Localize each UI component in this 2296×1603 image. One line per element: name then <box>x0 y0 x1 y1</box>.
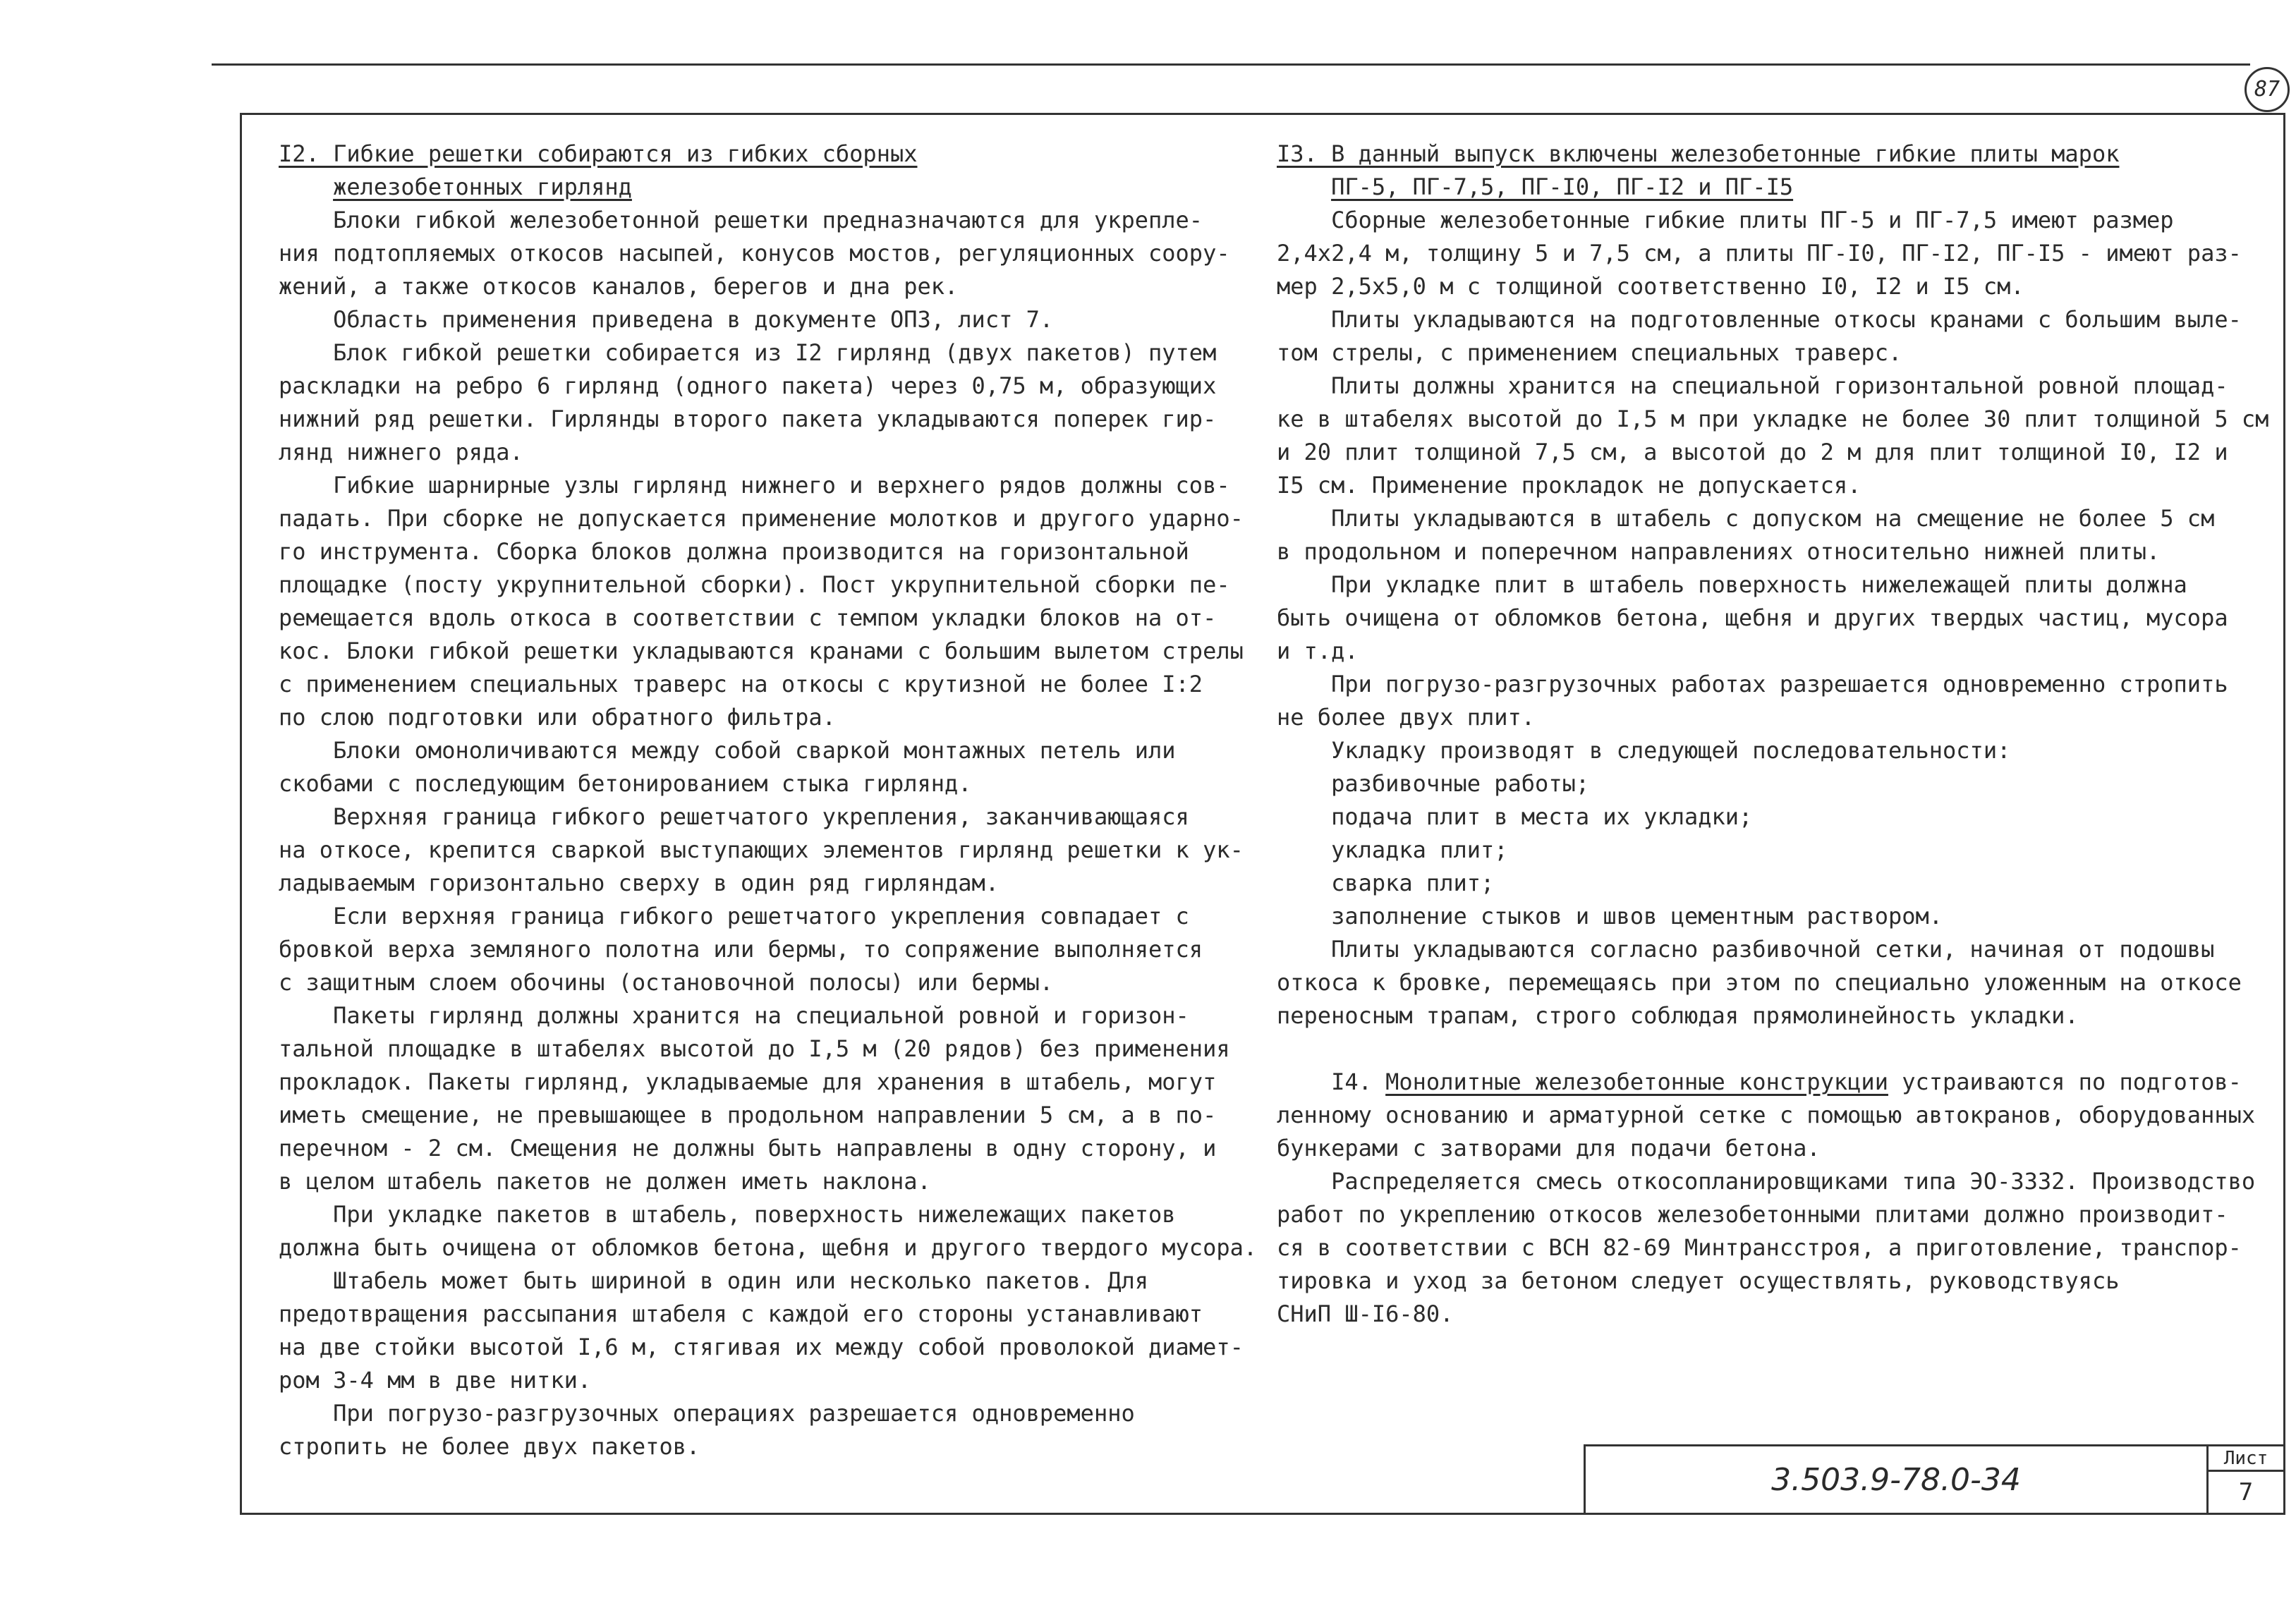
left-column-line: на две стойки высотой I,6 м, стягивая их между собой проволокой диамет- <box>279 1334 1244 1360</box>
left-column-line: перечном - 2 см. Смещения не должны быть направлены в одну сторону, и <box>279 1135 1217 1162</box>
right-column-line: в продольном и поперечном направлениях относительно нижней плиты. <box>1277 538 2161 565</box>
right-column-line: Плиты укладываются согласно разбивочной сетки, начиная от подошвы <box>1277 936 2215 963</box>
right-column-line: и т.д. <box>1277 638 1359 664</box>
left-column-line <box>279 171 1252 204</box>
left-column-line: иметь смещение, не превышающее в продольном направлении 5 см, а в по- <box>279 1102 1217 1128</box>
top-border-line <box>212 63 2250 66</box>
left-column-line: го инструмента. Сборка блоков должна производится на горизонтальной <box>279 538 1189 565</box>
left-column-line: нижний ряд решетки. Гирлянды второго пакета укладываются поперек гир- <box>279 406 1217 432</box>
right-column-line: переносным трапам, строго соблюдая прямолинейность укладки. <box>1277 1002 2079 1029</box>
sheet-label: Лист <box>2209 1446 2283 1472</box>
left-column-line: бровкой верха земляного полотна или бермы, то сопряжение выполняется <box>279 936 1203 963</box>
left-column-line: прокладок. Пакеты гирлянд, укладываемые для хранения в штабель, могут <box>279 1068 1217 1095</box>
right-column-line: откоса к бровке, перемещаясь при этом по специально уложенным на откосе <box>1277 969 2242 996</box>
left-column-line: падать. При сборке не допускается применение молотков и другого ударно- <box>279 505 1244 532</box>
right-column-line: подача плит в места их укладки; <box>1277 803 1753 830</box>
left-column-line: При укладке пакетов в штабель, поверхность нижележащих пакетов <box>279 1201 1176 1228</box>
left-column-line: При погрузо-разгрузочных операциях разрешается одновременно <box>279 1400 1135 1427</box>
left-column-line: площадке (посту укрупнительной сборки). Пост укрупнительной сборки пе- <box>279 571 1230 598</box>
left-column-line: Штабель может быть шириной в один или несколько пакетов. Для <box>279 1267 1148 1294</box>
left-column-line: должна быть очищена от обломков бетона, щебня и другого твердого мусора. <box>279 1234 1258 1261</box>
left-column-line: скобами с последующим бетонированием стыка гирлянд. <box>279 770 972 797</box>
right-column-line: Плиты укладываются на подготовленные откосы кранами с большим выле- <box>1277 306 2242 333</box>
right-column-line: I4. Монолитные железобетонные конструкции устраиваются по подготов- <box>1277 1068 2242 1095</box>
right-column-line: Плиты должны хранится на специальной горизонтальной ровной площад- <box>1277 372 2228 399</box>
left-column-line: кос. Блоки гибкой решетки укладываются кранами с большим вылетом стрелы <box>279 638 1244 664</box>
underlined-heading: железобетонных гирлянд <box>333 173 632 200</box>
right-column-line: и 20 плит толщиной 7,5 см, а высотой до 2 м для плит толщиной I0, I2 и <box>1277 439 2228 465</box>
right-column-line: 2,4х2,4 м, толщину 5 и 7,5 см, а плиты ПГ-I0, ПГ-I2, ПГ-I5 - имеют раз- <box>1277 240 2242 267</box>
right-column-line: укладка плит; <box>1277 836 1508 863</box>
left-column-line: Пакеты гирлянд должны хранится на специальной ровной и горизон- <box>279 1002 1189 1029</box>
left-column-line: ладываемым горизонтально сверху в один ряд гирляндам. <box>279 870 1000 896</box>
right-column-line: быть очищена от обломков бетона, щебня и других твердых частиц, мусора <box>1277 604 2228 631</box>
right-column-line: тировка и уход за бетоном следует осуществлять, руководствуясь <box>1277 1267 2120 1294</box>
left-column-line: Верхняя граница гибкого решетчатого укрепления, заканчивающаяся <box>279 803 1189 830</box>
left-column-line: Блоки гибкой железобетонной решетки предназначаются для укрепле- <box>279 207 1203 233</box>
title-block <box>1584 1444 2283 1513</box>
right-column-line: I5 см. Применение прокладок не допускается. <box>1277 472 1861 499</box>
left-column-line: предотвращения рассыпания штабеля с каждой его стороны устанавливают <box>279 1300 1203 1327</box>
left-column-line: ремещается вдоль откоса в соответствии с темпом укладки блоков на от- <box>279 604 1217 631</box>
underlined-heading: I2. Гибкие решетки собираются из гибких сборных <box>279 140 918 167</box>
sheet-box <box>2206 1446 2283 1513</box>
left-column-line: в целом штабель пакетов не должен иметь наклона. <box>279 1168 931 1195</box>
right-column-line: бункерами с затворами для подачи бетона. <box>1277 1135 1821 1162</box>
right-column-line: Укладку производят в следующей последовательности: <box>1277 737 2011 764</box>
left-column-line: стропить не более двух пакетов. <box>279 1433 700 1460</box>
right-column-line: сварка плит; <box>1277 870 1495 896</box>
right-column-line: ся в соответствии с ВСН 82-69 Минтрансстроя, а приготовление, транспор- <box>1277 1234 2242 1261</box>
right-column-line: работ по укреплению откосов железобетонными плитами должно производит- <box>1277 1201 2228 1228</box>
sheet-number: 7 <box>2238 1478 2254 1506</box>
left-text-column <box>279 138 1258 1463</box>
right-column-line <box>1277 1032 2271 1066</box>
left-column-line: на откосе, крепится сваркой выступающих элементов гирлянд решетки к ук- <box>279 836 1244 863</box>
right-column-line: Плиты укладываются в штабель с допуском на смещение не более 5 см <box>1277 505 2215 532</box>
page-number-stamp: 87 <box>2245 67 2290 112</box>
document-code: 3.503.9-78.0-34 <box>1771 1462 2021 1498</box>
right-column-line: ленному основанию и арматурной сетке с помощью автокранов, оборудованных <box>1277 1102 2256 1128</box>
left-column-line: с применением специальных траверс на откосы с крутизной не более I:2 <box>279 671 1203 697</box>
right-column-line: При укладке плит в штабель поверхность нижележащей плиты должна <box>1277 571 2187 598</box>
left-column-line: ром 3-4 мм в две нитки. <box>279 1367 592 1394</box>
underlined-heading: I3. В данный выпуск включены железобетонные гибкие плиты марок <box>1277 140 2120 167</box>
right-column-line: мер 2,5х5,0 м с толщиной соответственно I0, I2 и I5 см. <box>1277 273 2024 300</box>
left-column-line: жений, а также откосов каналов, берегов и дна рек. <box>279 273 959 300</box>
underlined-heading: Монолитные железобетонные конструкции <box>1385 1068 1888 1095</box>
right-column-line: При погрузо-разгрузочных работах разрешается одновременно стропить <box>1277 671 2228 697</box>
right-column-line: заполнение стыков и швов цементным раствором. <box>1277 903 1943 930</box>
left-column-line: Гибкие шарнирные узлы гирлянд нижнего и верхнего рядов должны сов- <box>279 472 1230 499</box>
left-column-line: ния подтопляемых откосов насыпей, конусов мостов, регуляционных соору- <box>279 240 1230 267</box>
right-column-line: Сборные железобетонные гибкие плиты ПГ-5 и ПГ-7,5 имеют размер <box>1277 207 2174 233</box>
right-column-line: том стрелы, с применением специальных траверс. <box>1277 339 1902 366</box>
right-column-line: ке в штабелях высотой до I,5 м при укладке не более 30 плит толщиной 5 см <box>1277 406 2269 432</box>
right-column-line <box>1277 171 2271 204</box>
left-column-line: с защитным слоем обочины (остановочной полосы) или бермы. <box>279 969 1054 996</box>
left-column-line: раскладки на ребро 6 гирлянд (одного пакета) через 0,75 м, образующих <box>279 372 1217 399</box>
left-column-line: Блок гибкой решетки собирается из I2 гирлянд (двух пакетов) путем <box>279 339 1217 366</box>
left-column-line: лянд нижнего ряда. <box>279 439 523 465</box>
left-column-line: Если верхняя граница гибкого решетчатого укрепления совпадает с <box>279 903 1189 930</box>
left-column-line: тальной площадке в штабелях высотой до I,5 м (20 рядов) без применения <box>279 1035 1230 1062</box>
right-column-line <box>1277 138 2271 171</box>
right-column-line: разбивочные работы; <box>1277 770 1590 797</box>
left-column-line: Блоки омоноличиваются между собой сваркой монтажных петель или <box>279 737 1176 764</box>
right-column-line: СНиП Ш-I6-80. <box>1277 1300 1454 1327</box>
right-column-line: Распределяется смесь откосопланировщиками типа ЭО-3332. Производство <box>1277 1168 2256 1195</box>
left-column-line <box>279 138 1252 171</box>
right-column-line: не более двух плит. <box>1277 704 1536 731</box>
left-column-line: по слою подготовки или обратного фильтра. <box>279 704 836 731</box>
left-column-line: Область применения приведена в документе ОПЗ, лист 7. <box>279 306 1054 333</box>
underlined-heading: ПГ-5, ПГ-7,5, ПГ-I0, ПГ-I2 и ПГ-I5 <box>1331 173 1794 200</box>
right-text-column <box>1277 138 2271 1331</box>
